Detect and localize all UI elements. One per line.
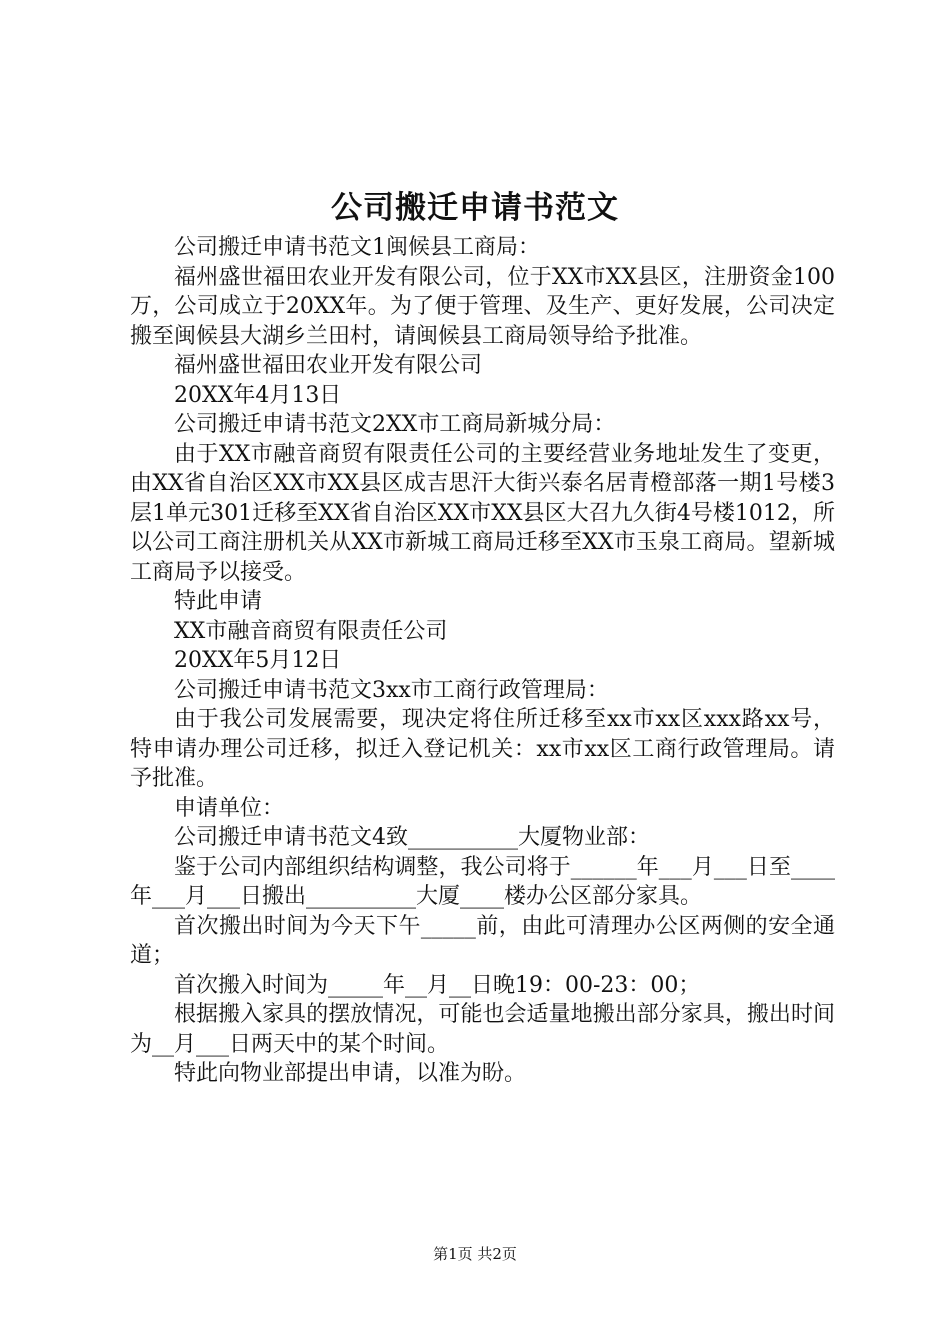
paragraph: 20XX年5月12日 [174,648,342,673]
paragraph: 公司搬迁申请书范文2XX市工商局新城分局： [174,412,616,437]
paragraph: 公司搬迁申请书范文3xx市工商行政管理局： [174,677,609,703]
paragraph: 公司搬迁申请书范文1闽候县工商局： [174,235,540,260]
paragraph: 福州盛世福田农业开发有限公司，位于XX市XX县区，注册资金100万，公司成立于20XX年。为了便于管理、及生产、更好发展，公司决定搬至闽候县大湖乡兰田村，请闽候县工商局领导给予批准。 [130,264,835,349]
paragraph: XX市融音商贸有限责任公司 [174,618,448,644]
document-body [130,233,835,1089]
paragraph: 特此申请 [174,589,263,614]
paragraph: 公司搬迁申请书范文4致__________大厦物业部： [174,825,650,850]
paragraph: 申请单位： [174,795,285,821]
paragraph: 福州盛世福田农业开发有限公司 [174,353,483,378]
paragraph: 20XX年4月13日 [174,382,342,408]
page-footer: 第1页 共2页 [433,1245,517,1263]
paragraph: 首次搬出时间为今天下午_____前，由此可清理办公区两侧的安全通道； [130,913,835,968]
paragraph: 由于我公司发展需要，现决定将住所迁移至xx市xx区xxx路xx号，特申请办理公司迁移，拟迁入登记机关：xx市xx区工商行政管理局。请予批准。 [130,707,835,791]
paragraph: 根据搬入家具的摆放情况，可能也会适量地搬出部分家具，搬出时间为__月___日两天中的某个时间。 [130,1002,835,1057]
paragraph: 特此向物业部提出申请，以准为盼。 [174,1061,527,1086]
paragraph: 由于XX市融音商贸有限责任公司的主要经营业务地址发生了变更，由XX省自治区XX市XX县区成吉思汗大街兴泰名居青橙部落一期1号楼3层1单元301迁移至XX省自治区XX市XX县区大召九久街4号楼1012，所以公司工商注册机关从XX市新城工商局迁移至XX市玉泉工商局。望新城工商局予以接受。 [130,441,836,585]
paragraph: 鉴于公司内部组织结构调整，我公司将于______年___月___日至____年___月___日搬出__________大厦____楼办公区部分家具。 [130,854,835,909]
paragraph: 首次搬入时间为_____年__月__日晚19：00-23：00； [174,972,701,998]
document-title: 公司搬迁申请书范文 [331,190,619,226]
